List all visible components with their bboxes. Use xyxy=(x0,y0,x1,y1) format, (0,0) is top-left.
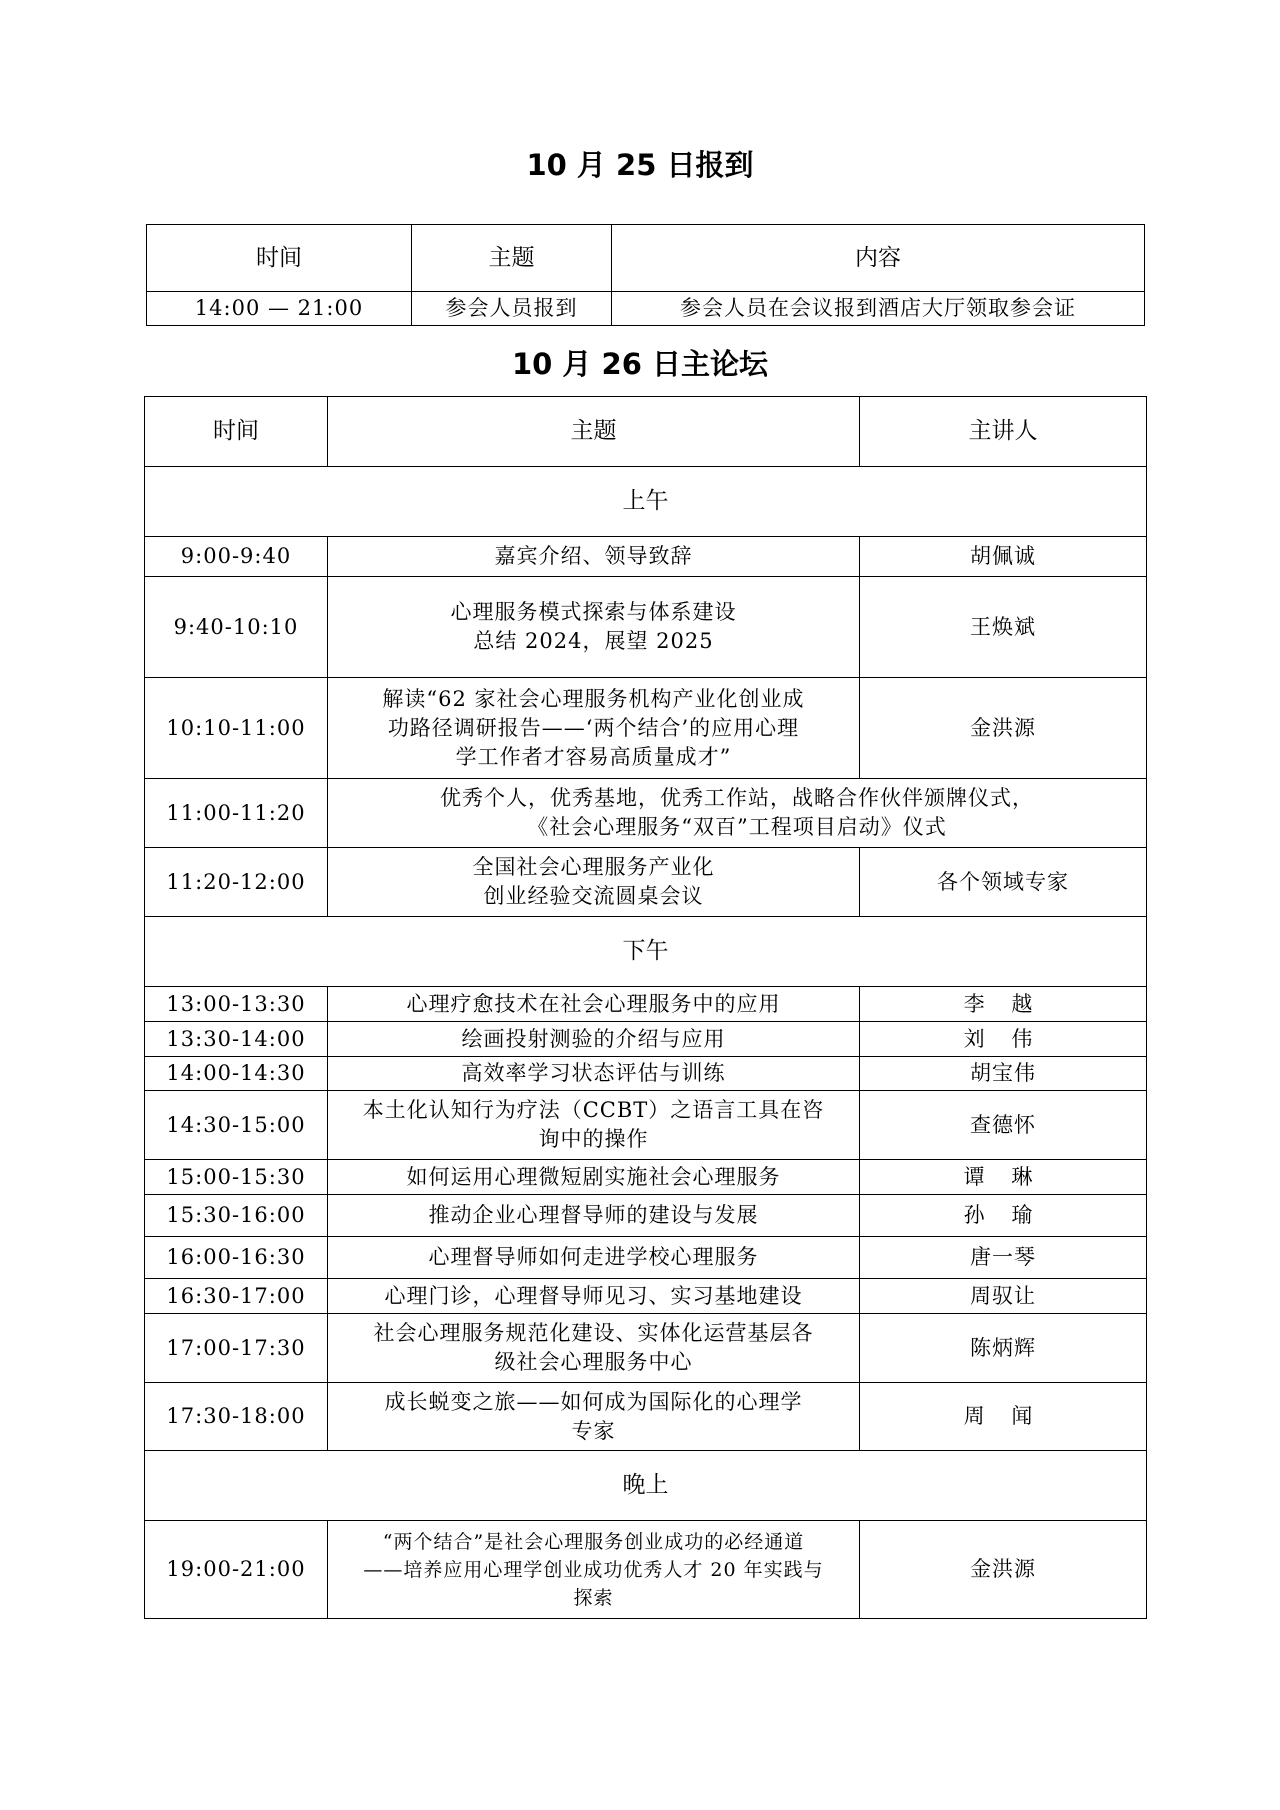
session-speaker: 胡佩诚 xyxy=(860,537,1147,577)
header-content: 内容 xyxy=(612,225,1145,292)
session-time: 17:30-18:00 xyxy=(145,1383,328,1451)
session-topic-line: 全国社会心理服务产业化 xyxy=(472,855,715,879)
schedule-row xyxy=(145,1022,1147,1057)
session-speaker: 周 闻 xyxy=(860,1383,1147,1451)
session-topic xyxy=(328,1195,860,1237)
session-time: 13:30-14:00 xyxy=(145,1022,328,1057)
header-time: 时间 xyxy=(147,225,412,292)
session-time: 11:20-12:00 xyxy=(145,848,328,917)
session-topic xyxy=(328,987,860,1022)
session-topic xyxy=(328,537,860,577)
session-time: 16:30-17:00 xyxy=(145,1279,328,1314)
session-speaker: 李 越 xyxy=(860,987,1147,1022)
session-topic-line: 社会心理服务规范化建设、实体化运营基层各 xyxy=(373,1321,814,1345)
session-topic-line: 心理督导师如何走进学校心理服务 xyxy=(428,1245,759,1269)
header-topic: 主题 xyxy=(328,397,860,467)
session-speaker: 各个领域专家 xyxy=(860,848,1147,917)
session-topic xyxy=(328,1521,860,1619)
session-topic-line: 级社会心理服务中心 xyxy=(494,1350,693,1374)
session-topic xyxy=(328,1160,860,1195)
session-topic-line: 探索 xyxy=(573,1586,614,1609)
session-topic xyxy=(328,1314,860,1383)
schedule-row xyxy=(145,779,1147,848)
session-topic-line: 功路径调研报告——‘两个结合’的应用心理 xyxy=(387,715,800,740)
session-time: 19:00-21:00 xyxy=(145,1521,328,1619)
session-time: 16:00-16:30 xyxy=(145,1237,328,1279)
session-speaker: 查德怀 xyxy=(860,1091,1147,1160)
session-topic-line: 绘画投射测验的介绍与应用 xyxy=(461,1026,726,1051)
schedule-row xyxy=(145,678,1147,779)
schedule-row xyxy=(145,1314,1147,1383)
session-time: 17:00-17:30 xyxy=(145,1314,328,1383)
session-topic-line: 高效率学习状态评估与训练 xyxy=(461,1061,726,1085)
schedule-row xyxy=(145,1160,1147,1195)
session-topic-line: 如何运用心理微短剧实施社会心理服务 xyxy=(406,1164,781,1189)
session-speaker: 金洪源 xyxy=(860,1521,1147,1619)
schedule-row xyxy=(145,1057,1147,1091)
session-topic-line: ——培养应用心理学创业成功优秀人才 20 年实践与 xyxy=(363,1558,824,1581)
section-row-morning xyxy=(145,467,1147,537)
section-label-evening: 晚上 xyxy=(145,1451,1147,1521)
session-time: 13:00-13:30 xyxy=(145,987,328,1022)
section-label-morning: 上午 xyxy=(145,467,1147,537)
session-speaker: 金洪源 xyxy=(860,678,1147,779)
session-time: 10:10-11:00 xyxy=(145,678,328,779)
session-topic-line: 心理疗愈技术在社会心理服务中的应用 xyxy=(406,991,781,1016)
registration-row xyxy=(147,292,1145,326)
day1-title: 10 月 25 日报到 xyxy=(526,148,754,182)
session-topic-line: 专家 xyxy=(571,1418,616,1443)
session-speaker: 胡宝伟 xyxy=(860,1057,1147,1091)
session-speaker: 刘 伟 xyxy=(860,1022,1147,1057)
session-time: 14:00-14:30 xyxy=(145,1057,328,1091)
day2-title: 10 月 26 日主论坛 xyxy=(511,347,768,381)
schedule-row xyxy=(145,1091,1147,1160)
registration-topic: 参会人员报到 xyxy=(412,292,612,326)
session-topic-line: 心理门诊，心理督导师见习、实习基地建设 xyxy=(384,1283,803,1308)
section-label-afternoon: 下午 xyxy=(145,917,1147,987)
forum-header-row xyxy=(145,397,1147,467)
session-topic xyxy=(328,1237,860,1279)
session-speaker: 谭 琳 xyxy=(860,1160,1147,1195)
session-speaker: 陈炳辉 xyxy=(860,1314,1147,1383)
session-speaker: 唐一琴 xyxy=(860,1237,1147,1279)
registration-header-row xyxy=(147,225,1145,292)
session-topic xyxy=(328,779,1147,848)
session-topic xyxy=(328,1022,860,1057)
session-topic-line: 总结 2024，展望 2025 xyxy=(473,629,714,653)
session-topic-line: 推动企业心理督导师的建设与发展 xyxy=(428,1203,759,1227)
session-topic-line: 优秀个人，优秀基地，优秀工作站，战略合作伙伴颁牌仪式， xyxy=(440,786,1034,810)
schedule-row xyxy=(145,1279,1147,1314)
schedule-row xyxy=(145,577,1147,678)
section-row-afternoon xyxy=(145,917,1147,987)
session-topic-line: 心理服务模式探索与体系建设 xyxy=(450,600,737,624)
registration-time: 14:00 — 21:00 xyxy=(147,292,412,326)
session-topic-line: 学工作者才容易高质量成才” xyxy=(455,744,732,769)
schedule-row xyxy=(145,848,1147,917)
session-topic-line: 创业经验交流圆桌会议 xyxy=(483,884,704,908)
header-topic: 主题 xyxy=(412,225,612,292)
session-time: 14:30-15:00 xyxy=(145,1091,328,1160)
session-topic xyxy=(328,1091,860,1160)
session-topic-line: “两个结合”是社会心理服务创业成功的必经通道 xyxy=(382,1530,805,1553)
forum-table xyxy=(144,396,1147,1619)
schedule-row xyxy=(145,537,1147,577)
session-time: 15:30-16:00 xyxy=(145,1195,328,1237)
session-topic xyxy=(328,577,860,678)
section-row-evening xyxy=(145,1451,1147,1521)
header-speaker: 主讲人 xyxy=(860,397,1147,467)
session-speaker: 孙 瑜 xyxy=(860,1195,1147,1237)
session-topic xyxy=(328,1057,860,1091)
schedule-row xyxy=(145,1521,1147,1619)
session-time: 11:00-11:20 xyxy=(145,779,328,848)
header-time: 时间 xyxy=(145,397,328,467)
session-topic xyxy=(328,848,860,917)
session-topic xyxy=(328,1383,860,1451)
schedule-row xyxy=(145,1383,1147,1451)
session-time: 9:40-10:10 xyxy=(145,577,328,678)
schedule-row xyxy=(145,987,1147,1022)
session-time: 9:00-9:40 xyxy=(145,537,328,577)
session-topic-line: 嘉宾介绍、领导致辞 xyxy=(494,544,693,568)
session-topic xyxy=(328,678,860,779)
schedule-row xyxy=(145,1195,1147,1237)
registration-content: 参会人员在会议报到酒店大厅领取参会证 xyxy=(612,292,1145,326)
session-topic-line: 成长蜕变之旅——如何成为国际化的心理学 xyxy=(384,1389,803,1414)
session-topic xyxy=(328,1279,860,1314)
session-topic-line: 《社会心理服务“双百”工程项目启动》仪式 xyxy=(527,815,947,839)
session-time: 15:00-15:30 xyxy=(145,1160,328,1195)
registration-table xyxy=(146,224,1145,326)
schedule-row xyxy=(145,1237,1147,1279)
session-topic-line: 解读“62 家社会心理服务机构产业化创业成 xyxy=(382,686,805,711)
session-topic-line: 本土化认知行为疗法（CCBT）之语言工具在咨 xyxy=(362,1098,825,1122)
session-topic-line: 询中的操作 xyxy=(538,1127,649,1151)
session-speaker: 周驭让 xyxy=(860,1279,1147,1314)
session-speaker: 王焕斌 xyxy=(860,577,1147,678)
